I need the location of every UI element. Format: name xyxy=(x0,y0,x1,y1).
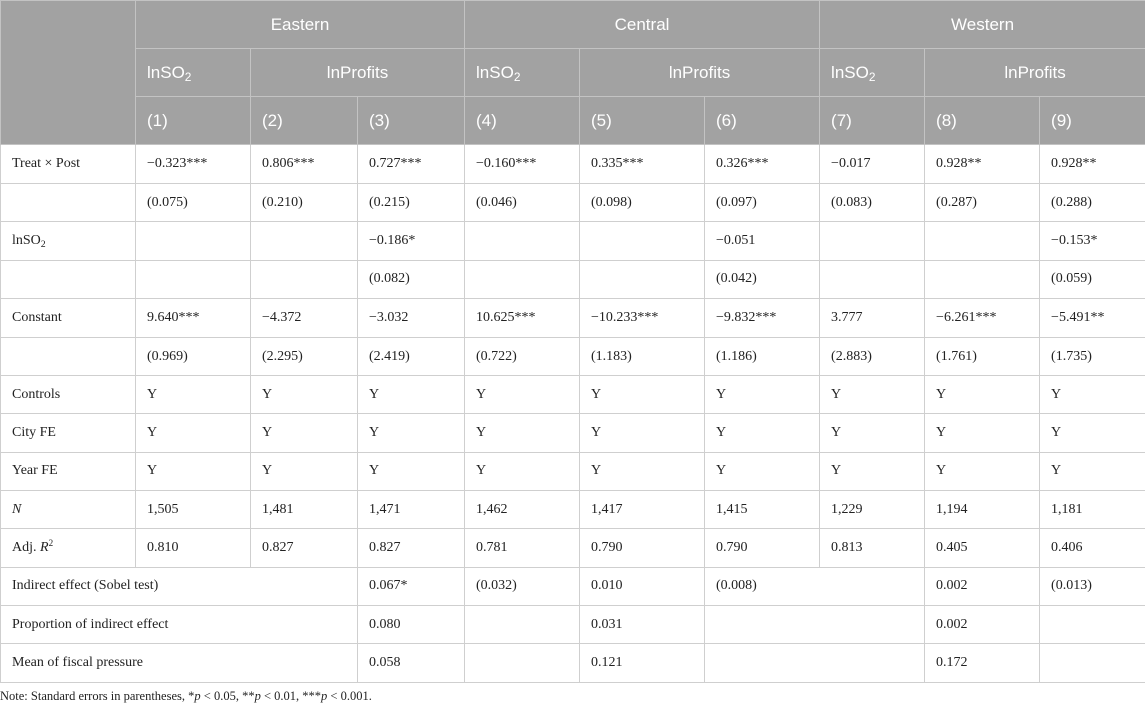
table-cell: 0.406 xyxy=(1040,529,1145,567)
table-cell: 3.777 xyxy=(820,298,925,337)
table-row-proportion xyxy=(1,605,1145,643)
table-cell: (0.210) xyxy=(251,184,358,222)
table-cell: −3.032 xyxy=(358,298,465,337)
table-cell: 0.813 xyxy=(820,529,925,567)
column-number: (6) xyxy=(705,97,820,145)
table-cell: Y xyxy=(580,452,705,490)
table-row-controls xyxy=(1,376,1145,414)
table-cell: 0.827 xyxy=(251,529,358,567)
table-cell: Y xyxy=(580,376,705,414)
table-cell: Y xyxy=(465,414,580,452)
table-cell: (1.183) xyxy=(580,337,705,375)
table-cell: Y xyxy=(251,452,358,490)
outcome-lnso2-western: lnSO$_2$ xyxy=(820,49,925,97)
table-cell: 0.781 xyxy=(465,529,580,567)
table-cell: (0.032) xyxy=(465,567,580,605)
table-cell: (0.008) xyxy=(705,567,925,605)
table-cell: 1,415 xyxy=(705,491,820,529)
outcome-lnso2-eastern: lnSO$_2$ xyxy=(136,49,251,97)
table-cell: Y xyxy=(358,452,465,490)
header-row-outcomes xyxy=(1,49,1145,97)
table-cell: Y xyxy=(136,376,251,414)
corner-cell xyxy=(1,1,136,145)
table-cell: (0.215) xyxy=(358,184,465,222)
table-cell: (0.075) xyxy=(136,184,251,222)
table-cell xyxy=(820,260,925,298)
table-cell xyxy=(465,222,580,260)
table-cell: Y xyxy=(925,452,1040,490)
table-cell: 0.326*** xyxy=(705,145,820,184)
table-cell: 0.002 xyxy=(925,605,1040,643)
table-cell: (0.097) xyxy=(705,184,820,222)
row-label xyxy=(1,260,136,298)
table-row-year-fe xyxy=(1,452,1145,490)
table-cell: Y xyxy=(925,414,1040,452)
table-cell: −0.160*** xyxy=(465,145,580,184)
table-cell: (0.969) xyxy=(136,337,251,375)
table-row-treat-post xyxy=(1,145,1145,184)
table-cell xyxy=(820,222,925,260)
table-cell: Y xyxy=(705,414,820,452)
row-label: Controls xyxy=(1,376,136,414)
table-cell: (2.419) xyxy=(358,337,465,375)
table-cell: 0.827 xyxy=(358,529,465,567)
group-western: Western xyxy=(820,1,1145,49)
column-number: (1) xyxy=(136,97,251,145)
table-cell: 1,229 xyxy=(820,491,925,529)
table-cell: 0.928** xyxy=(1040,145,1145,184)
row-label: Treat × Post xyxy=(1,145,136,184)
table-cell: 0.058 xyxy=(358,644,465,682)
table-cell xyxy=(251,260,358,298)
table-cell: −0.186* xyxy=(358,222,465,260)
table-cell: Y xyxy=(925,376,1040,414)
table-cell: −10.233*** xyxy=(580,298,705,337)
table-cell: 10.625*** xyxy=(465,298,580,337)
table-cell: −0.051 xyxy=(705,222,820,260)
table-cell: Y xyxy=(465,376,580,414)
table-cell: (0.059) xyxy=(1040,260,1145,298)
table-cell: 1,505 xyxy=(136,491,251,529)
table-cell: −0.153* xyxy=(1040,222,1145,260)
table-cell: (0.083) xyxy=(820,184,925,222)
table-cell: 0.405 xyxy=(925,529,1040,567)
table-cell: (2.295) xyxy=(251,337,358,375)
table-cell: Y xyxy=(820,414,925,452)
row-label: Indirect effect (Sobel test) xyxy=(1,567,358,605)
table-cell: Y xyxy=(465,452,580,490)
table-cell: Y xyxy=(820,376,925,414)
row-label xyxy=(1,337,136,375)
table-cell: 0.790 xyxy=(580,529,705,567)
table-row-lnso2 xyxy=(1,222,1145,260)
table-cell xyxy=(136,222,251,260)
header-row-columns xyxy=(1,97,1145,145)
table-cell: 0.121 xyxy=(580,644,705,682)
table-cell: 0.067* xyxy=(358,567,465,605)
table-cell: 0.790 xyxy=(705,529,820,567)
table-cell: Y xyxy=(1040,376,1145,414)
outcome-lnso2-central: lnSO$_2$ xyxy=(465,49,580,97)
table-cell xyxy=(925,222,1040,260)
table-cell: (0.046) xyxy=(465,184,580,222)
table-row-constant-se xyxy=(1,337,1145,375)
table-cell: Y xyxy=(136,452,251,490)
table-cell: 1,462 xyxy=(465,491,580,529)
table-row-n xyxy=(1,491,1145,529)
table-cell: 1,471 xyxy=(358,491,465,529)
table-cell: 0.172 xyxy=(925,644,1040,682)
row-label: Constant xyxy=(1,298,136,337)
table-cell: Y xyxy=(1040,452,1145,490)
table-cell: −0.017 xyxy=(820,145,925,184)
header-row-groups xyxy=(1,1,1145,49)
table-cell xyxy=(580,222,705,260)
column-number: (7) xyxy=(820,97,925,145)
table-cell: Y xyxy=(251,414,358,452)
table-cell: −6.261*** xyxy=(925,298,1040,337)
row-label: Year FE xyxy=(1,452,136,490)
table-cell: −4.372 xyxy=(251,298,358,337)
table-cell xyxy=(1040,644,1145,682)
table-cell: Y xyxy=(705,376,820,414)
outcome-lnprofits-western: lnProfits xyxy=(925,49,1145,97)
table-row-constant xyxy=(1,298,1145,337)
column-number: (5) xyxy=(580,97,705,145)
table-cell: 9.640*** xyxy=(136,298,251,337)
table-row-lnso2-se xyxy=(1,260,1145,298)
table-row-indirect-effect xyxy=(1,567,1145,605)
column-number: (4) xyxy=(465,97,580,145)
table-cell: Y xyxy=(358,376,465,414)
table-cell xyxy=(136,260,251,298)
column-number: (9) xyxy=(1040,97,1145,145)
table-cell xyxy=(705,644,925,682)
table-cell: 1,181 xyxy=(1040,491,1145,529)
table-cell: Y xyxy=(705,452,820,490)
table-note: Note: Standard errors in parentheses, *p < 0.05, **p < 0.01, ***p < 0.001. xyxy=(0,689,372,703)
table-cell xyxy=(580,260,705,298)
table-cell: (1.186) xyxy=(705,337,820,375)
table-cell: (0.082) xyxy=(358,260,465,298)
table-cell: (0.287) xyxy=(925,184,1040,222)
table-cell: (0.013) xyxy=(1040,567,1145,605)
table-cell: (0.098) xyxy=(580,184,705,222)
table-cell: −0.323*** xyxy=(136,145,251,184)
row-label: City FE xyxy=(1,414,136,452)
table-cell: Y xyxy=(358,414,465,452)
table-cell: (1.761) xyxy=(925,337,1040,375)
row-label: N xyxy=(1,491,136,529)
table-cell: −5.491** xyxy=(1040,298,1145,337)
table-cell: Y xyxy=(820,452,925,490)
row-label: Adj. $R^2$ xyxy=(1,529,136,567)
table-cell: 0.080 xyxy=(358,605,465,643)
row-label: lnSO$_2$ xyxy=(1,222,136,260)
table-cell: 0.810 xyxy=(136,529,251,567)
table-cell: (0.042) xyxy=(705,260,820,298)
table-cell xyxy=(465,605,580,643)
table-cell: Y xyxy=(251,376,358,414)
table-cell xyxy=(465,644,580,682)
table-cell: 0.002 xyxy=(925,567,1040,605)
table-row-adj-r2 xyxy=(1,529,1145,567)
table-cell xyxy=(925,260,1040,298)
table-cell xyxy=(1040,605,1145,643)
table-cell: (0.288) xyxy=(1040,184,1145,222)
table-cell: (1.735) xyxy=(1040,337,1145,375)
table-cell: 0.335*** xyxy=(580,145,705,184)
table-cell: Y xyxy=(136,414,251,452)
table-cell: (0.722) xyxy=(465,337,580,375)
row-label: Proportion of indirect effect xyxy=(1,605,358,643)
table-cell: 0.031 xyxy=(580,605,705,643)
outcome-lnprofits-central: lnProfits xyxy=(580,49,820,97)
column-number: (2) xyxy=(251,97,358,145)
row-label xyxy=(1,184,136,222)
table-cell: Y xyxy=(580,414,705,452)
table-cell: 0.727*** xyxy=(358,145,465,184)
table-cell: 1,481 xyxy=(251,491,358,529)
table-cell: −9.832*** xyxy=(705,298,820,337)
column-number: (8) xyxy=(925,97,1040,145)
table-cell: (2.883) xyxy=(820,337,925,375)
table-row-fiscal-pressure xyxy=(1,644,1145,682)
table-cell: Y xyxy=(1040,414,1145,452)
table-cell xyxy=(705,605,925,643)
outcome-lnprofits-eastern: lnProfits xyxy=(251,49,465,97)
table-cell xyxy=(465,260,580,298)
row-label: Mean of fiscal pressure xyxy=(1,644,358,682)
group-eastern: Eastern xyxy=(136,1,465,49)
table-cell: 0.010 xyxy=(580,567,705,605)
table-cell xyxy=(251,222,358,260)
table-row-treat-post-se xyxy=(1,184,1145,222)
table-cell: 1,417 xyxy=(580,491,705,529)
table-cell: 1,194 xyxy=(925,491,1040,529)
column-number: (3) xyxy=(358,97,465,145)
table-cell: 0.806*** xyxy=(251,145,358,184)
group-central: Central xyxy=(465,1,820,49)
table-row-city-fe xyxy=(1,414,1145,452)
table-cell: 0.928** xyxy=(925,145,1040,184)
